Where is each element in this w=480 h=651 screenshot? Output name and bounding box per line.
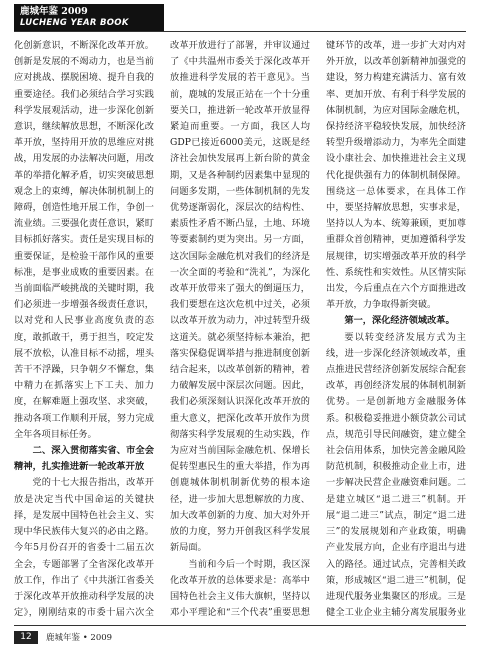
text-column-middle [170, 38, 310, 621]
text-column-left [14, 38, 154, 621]
paragraph: 化创新意识，不断深化改革开放。创新是发展的不竭动力，也是当前应对挑战、摆脱困境、提升自我的重要途径。我们必须结合学习实践科学发展观活动，进一步深化创新意识，继续解放思想，不断深化改革开放，坚持用开放的思维应对挑战，用发展的办法解决问题，用改革的举措化解矛盾，切实突破思想观念上的束缚，解决体制机制上的障碍，创造性地开展工作，争创一流业绩。三要强化责任意识，紧盯目标抓好落实。责任是实现目标的重要保证，是检验干部作风的重要标准，是事业成败的重要因素。在当前面临严峻挑战的关键时期，我们必须进一步增强各级责任意识，以对党和人民事业高度负责的态度，敢抓敢干，勇于担当，咬定发展不放松，认准目标不动摇，埋头苦干不浮躁，只争朝夕不懈怠，集中精力在抓落实上下工夫、加力度，在解难题上强攻坚、求突破，推动各项工作顺利开展，努力完成全年各项目标任务。 [14, 40, 154, 440]
header-rule [14, 31, 466, 32]
paragraph: 当前和今后一个时期，我区深化改革开放的总体要求是：高举中国特色社会主义伟大旗帜，坚持以邓小平理论和“三个代表”重要思想 [170, 558, 310, 619]
page-footer [14, 630, 112, 644]
footer-rule [14, 625, 466, 626]
footer-text: 鹿城年鉴 • 2009 [46, 633, 113, 643]
page-number: 12 [14, 631, 38, 644]
paragraph: 键环节的改革，进一步扩大对内对外开放，以改革创新精神加强党的建设，努力构建充满活力、富有效率、更加开放、有利于科学发展的体制机制，为应对国际金融危机，保持经济平稳较快发展，加快经济转型升级增添动力，为率先全面建设小康社会、加快推进社会主义现代化提供强有力的体制机制保障。围绕这一总体要求，在具体工作中，要坚持解放思想，实事求是，坚持以人为本、统筹兼顾，更加尊重群众首创精神，更加遵循科学发展规律，切实增强改革开放的科学性、系统性和实效性。从区情实际出发，今后重点在六个方面推进改革开放，力争取得新突破。 [326, 40, 466, 311]
subsection-heading: 第一，深化经济领域改革。 [344, 315, 455, 327]
text-column-right [326, 38, 466, 621]
header-title: 鹿城年鉴 2009 [20, 6, 88, 17]
yearbook-header [14, 4, 164, 31]
paragraph: 要以转变经济发展方式为主线，进一步深化经济领域改革，重点推进民营经济创新发展综合配套改革，再创经济发展的体制机制新优势。一是创新地方金融服务体系。积极稳妥推进小额贷款公司试点，规范引导民间融资，建立健全社会信用体系，加快完善金融风险防范机制，积极推动企业上市，进一步解决民营企业融资难问题。二是建立城区“退二进三”机制。开展“退二进三”试点，制定“退二进三”的发展规划和产业政策，明确产业发展方向，企业有序退出与进入的路径。通过试点，完善相关政策，形成城区“退二进三”机制，促进现代服务业集聚区的形成。三是健全工业企业主辅分离发展服务业 [326, 331, 466, 619]
section-heading: 二、深入贯彻落实省、市全会精神，扎实推进新一轮改革开放 [14, 445, 154, 473]
header-subtitle: LUCHENG YEAR BOOK [20, 18, 129, 28]
paragraph: 改革开放进行了部署，并审议通过了《中共温州市委关于深化改革开放推进科学发展的若干意见》。当前，鹿城的发展正站在一个十分重要关口，推进新一轮改革开放显得紧迫而重要。一方面，我区人均GDP已接近6000美元，这既是经济社会加快发展再上新台阶的黄金期，又是各种制约因素集中显现的问题多发期，一些体制机制的先发优势逐渐弱化，深层次的结构性、素质性矛盾不断凸显，土地、环境等要素制约更为突出。另一方面，这次国际金融危机对我们的经济是一次全面的考验和“洗礼”，为深化改革开放带来了强大的倒逼压力，我们要想在这次危机中过关，必须以改革开放为动力，冲过转型升级这道关。就必须坚持标本兼治，把落实保稳促调举措与推进制度创新结合起来，以改革创新的精神，着力破解发展中深层次问题。因此，我们必须深刻认识深化改革开放的重大意义，把深化改革开放作为贯彻落实科学发展观的生动实践，作为应对当前国际金融危机、保增长促转型惠民生的重大举措，作为再创鹿城体制机制新优势的根本途径，进一步加大思想解放的力度、加大改革创新的力度、加大对外开放的力度，努力开创我区科学发展新局面。 [170, 40, 310, 554]
article-body [14, 38, 466, 621]
paragraph: 党的十七大报告指出，改革开放是决定当代中国命运的关键抉择，是发展中国特色社会主义、实现中华民族伟大复兴的必由之路。今年5月份召开的省委十二届五次全会，专题部署了全省深化改革开放工作，作出了《中共浙江省委关于深化改革开放推动科学发展的决定》，刚刚结束的市委十届六次全 [14, 477, 154, 619]
